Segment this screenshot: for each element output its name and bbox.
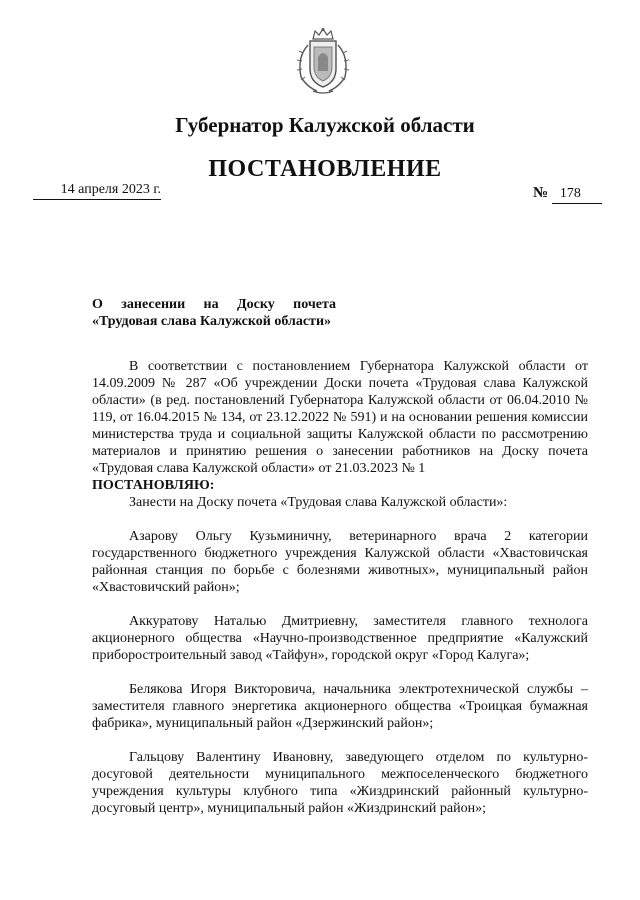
list-item: Белякова Игоря Викторовича, начальника электротехнической службы – заместителя главного энергетика акционерного общества «Троицкая бумажная фабрика», муниципальный район «Дзержинский район»; [92,682,588,731]
kaluga-coat-of-arms-icon [293,27,353,95]
preamble-paragraph: В соответствии с постановлением Губернатора Калужской области от 14.09.2009 № 287 «Об учреждении Доски почета «Трудовая слава Калужской области» (в ред. постановлений Губернатора Калужской области от 06.04.2010 № 119, от 16.04.2015 № 134, от 23.12.2022 № 591) и на основании решения комиссии министерства труда и социальной защиты Калужской области по рассмотрению материалов и принятию решения о занесении работников на Доску почета «Трудовая слава Калужской области» от 21.03.2023 № 1 [92,359,588,476]
number-label: № [533,185,549,201]
document-number [533,184,602,204]
list-item: Азарову Ольгу Кузьминичну, ветеринарного врача 2 категории государственного бюджетного учреждения Калужской области «Хвастовичская районная станция по борьбе с болезнями животных», муниципальный район «Хвастовичский район»; [92,529,588,595]
subject-line-2: «Трудовая слава Калужской области» [92,314,332,329]
document-body [92,358,588,817]
subject-line-1: О занесении на Доску почета [92,297,336,312]
document-type: ПОСТАНОВЛЕНИЕ [208,156,442,182]
number-value: 178 [552,185,602,204]
resolve-heading: ПОСТАНОВЛЯЮ: [92,478,215,493]
list-item: Аккуратову Наталью Дмитриевну, заместителя главного технолога акционерного общества «Научно-производственное предприятие «Калужский приборостроительный завод «Тайфун», городской округ «Город Калуга»; [92,614,588,663]
document-date: 14 апреля 2023 г. [33,181,161,200]
governor-title: Губернатор Калужской области [175,113,475,137]
intro-paragraph: Занести на Доску почета «Трудовая слава Калужской области»: [129,495,508,510]
list-item: Гальцову Валентину Ивановну, заведующего отделом по культурно-досуговой деятельности муниципального межпоселенческого бюджетного учреждения культуры клубного типа «Жиздринский районный культурно-досуговый центр», муниципальный район «Жиздринский район»; [92,750,588,816]
document-subject [92,296,336,330]
